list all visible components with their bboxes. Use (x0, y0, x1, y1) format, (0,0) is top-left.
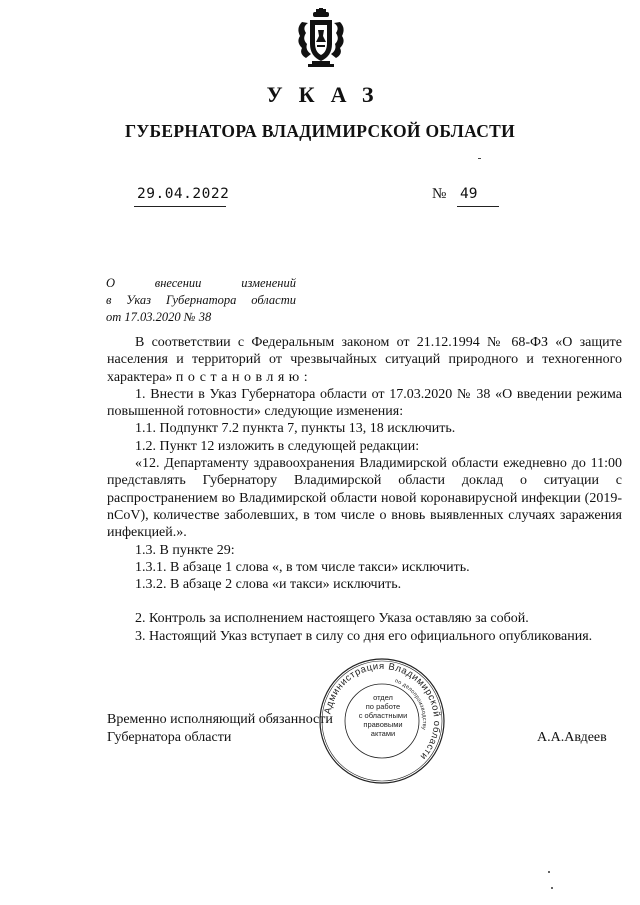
decree-word: постановляю: (175, 369, 313, 385)
coat-of-arms-icon (294, 8, 348, 68)
stamp-line-2: по работе (365, 702, 401, 711)
stamp-line-3: с областными (358, 711, 408, 720)
stamp-line-1: отдел (373, 693, 393, 702)
stamp-line-4: правовыми (363, 720, 403, 729)
scan-speck (548, 871, 550, 873)
paragraph-12-text: «12. Департаменту здравоохранения Владимирской области ежедневно до 11:00 представлять Губернатору Владимирской области доклад о ситуации с распространением во Владимирской области новой коронавирусной инфекции (2019-nCoV), количестве заболевших, в том числе о вновь выявленных случаях заражения инфекцией.». (107, 456, 622, 541)
margin-mark (478, 158, 481, 159)
signatory-role-line-1: Временно исполняющий обязанности (107, 712, 333, 727)
date-underline (134, 206, 226, 207)
paragraph-3: 3. Настоящий Указ вступает в силу со дня его официального опубликования. (135, 628, 593, 644)
document-date: 29.04.2022 (137, 186, 230, 202)
document-number: 49 (460, 186, 478, 202)
paragraph-1-3-2: 1.3.2. В абзаце 2 слова «и такси» исключить. (135, 577, 402, 593)
document-title: УКАЗ (266, 82, 390, 107)
paragraph-1: 1. Внести в Указ Губернатора области от 17.03.2020 № 38 «О введении режима повышенной готовности» следующие изменения: (107, 386, 622, 420)
subject-line-1: О внесении изменений (106, 276, 296, 290)
stamp-ring-inner-text: по делопроизводству (393, 678, 428, 731)
subject-line-2: в Указ Губернатора области (106, 293, 296, 307)
document-subtitle: ГУБЕРНАТОРА ВЛАДИМИРСКОЙ ОБЛАСТИ (124, 121, 516, 141)
preamble-text: В соответствии с Федеральным законом от 21.12.1994 № 68-ФЗ «О защите населения и территорий от чрезвычайных ситуаций природного и техногенного характера» (107, 335, 622, 385)
preamble-paragraph (107, 334, 622, 386)
subject-line-3: от 17.03.2020 № 38 (106, 310, 212, 324)
paragraph-1-2: 1.2. Пункт 12 изложить в следующей редакции: (135, 438, 420, 454)
signatory-role-line-2: Губернатора области (107, 730, 232, 745)
stamp-ring-text: Администрация Владимирской области (322, 660, 443, 763)
paragraph-2: 2. Контроль за исполнением настоящего Указа оставляю за собой. (135, 611, 529, 627)
number-label: № (432, 186, 447, 202)
number-underline (457, 206, 499, 207)
paragraph-1-3: 1.3. В пункте 29: (135, 542, 235, 558)
stamp-line-5: актами (370, 729, 396, 738)
stamp-center-text (354, 693, 412, 738)
paragraph-1-3-1: 1.3.1. В абзаце 1 слова «, в том числе такси» исключить. (135, 559, 470, 575)
scan-speck (551, 887, 553, 889)
signatory-name: А.А.Авдеев (537, 730, 607, 745)
paragraph-1-1: 1.1. Подпункт 7.2 пункта 7, пункты 13, 18 исключить. (135, 421, 456, 437)
document-body (107, 334, 622, 645)
